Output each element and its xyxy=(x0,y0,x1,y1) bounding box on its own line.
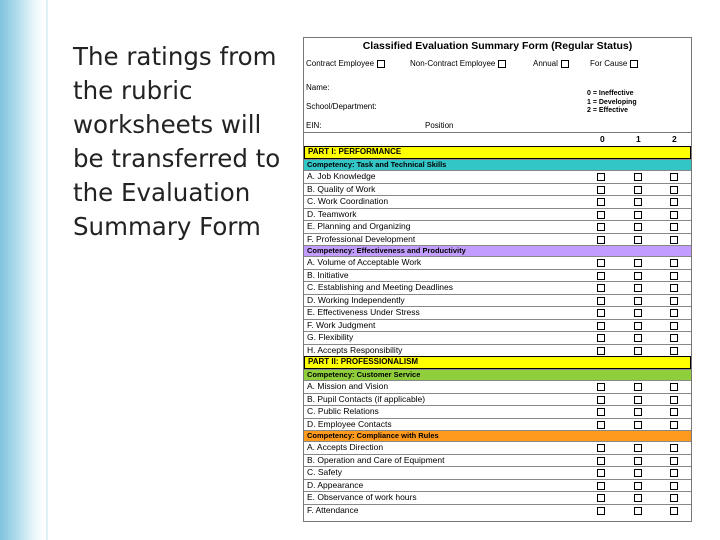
rating-checkbox-0[interactable] xyxy=(597,272,605,280)
competency-header xyxy=(304,369,691,380)
rating-checkbox-2[interactable] xyxy=(670,186,678,194)
form-title: Classified Evaluation Summary Form (Regular Status) xyxy=(362,40,633,52)
rating-checkbox-0[interactable] xyxy=(597,408,605,416)
row-label: F. Attendance xyxy=(307,504,359,515)
part-header xyxy=(304,146,691,159)
rating-checkbox-1[interactable] xyxy=(634,469,642,477)
rating-checkbox-0[interactable] xyxy=(597,259,605,267)
rating-checkbox-2[interactable] xyxy=(670,469,678,477)
rating-checkbox-0[interactable] xyxy=(597,236,605,244)
legend-item: 0 = Ineffective xyxy=(587,90,634,97)
rating-checkbox-2[interactable] xyxy=(670,421,678,429)
row-label: H. Accepts Responsibility xyxy=(307,344,403,355)
rating-checkbox-2[interactable] xyxy=(670,494,678,502)
rating-checkbox-1[interactable] xyxy=(634,494,642,502)
row-label: PART I: PERFORMANCE xyxy=(308,147,402,156)
status-checkbox[interactable] xyxy=(377,60,385,68)
rating-item-row xyxy=(304,256,691,269)
rating-item-row xyxy=(304,195,691,208)
rating-checkbox-1[interactable] xyxy=(634,444,642,452)
status-for-cause xyxy=(590,59,638,68)
rating-checkbox-0[interactable] xyxy=(597,444,605,452)
rating-checkbox-1[interactable] xyxy=(634,482,642,490)
rating-item-row xyxy=(304,281,691,294)
rating-checkbox-2[interactable] xyxy=(670,173,678,181)
rating-checkbox-0[interactable] xyxy=(597,334,605,342)
rating-checkbox-0[interactable] xyxy=(597,347,605,355)
rating-checkbox-0[interactable] xyxy=(597,284,605,292)
column-header: 1 xyxy=(636,134,641,144)
rating-item-row xyxy=(304,504,691,517)
rating-checkbox-1[interactable] xyxy=(634,186,642,194)
rating-item-row xyxy=(304,306,691,319)
row-label: B. Pupil Contacts (if applicable) xyxy=(307,393,426,404)
rating-item-row xyxy=(304,220,691,233)
slide-caption: The ratings from the rubric worksheets will be transferred to the Evaluation Summary Form xyxy=(73,42,281,241)
rating-checkbox-0[interactable] xyxy=(597,186,605,194)
status-checkbox[interactable] xyxy=(561,60,569,68)
legend-item: 1 = Developing xyxy=(587,98,637,106)
row-label: Competency: Customer Service xyxy=(307,370,421,379)
rating-checkbox-2[interactable] xyxy=(670,284,678,292)
rating-checkbox-1[interactable] xyxy=(634,223,642,231)
rating-checkbox-1[interactable] xyxy=(634,259,642,267)
row-label: C. Safety xyxy=(307,467,342,477)
rating-item-row xyxy=(304,491,691,504)
status-label: Contract Employee xyxy=(306,59,375,68)
row-label: D. Appearance xyxy=(307,479,364,490)
row-label: Competency: Compliance with Rules xyxy=(307,431,439,440)
position-field-label: Position xyxy=(425,121,454,130)
rating-checkbox-0[interactable] xyxy=(597,297,605,305)
rating-item-row xyxy=(304,441,691,454)
rating-item-row xyxy=(304,380,691,393)
rating-checkbox-1[interactable] xyxy=(634,173,642,181)
rating-checkbox-1[interactable] xyxy=(634,507,642,515)
row-label: D. Teamwork xyxy=(307,208,357,219)
rating-checkbox-1[interactable] xyxy=(634,236,642,244)
row-label: C. Work Coordination xyxy=(307,196,389,206)
rating-item-row xyxy=(304,269,691,282)
rating-checkbox-0[interactable] xyxy=(597,507,605,515)
slide-decoration-line xyxy=(46,0,48,540)
rating-checkbox-0[interactable] xyxy=(597,322,605,330)
rating-checkbox-1[interactable] xyxy=(634,408,642,416)
rating-item-row xyxy=(304,294,691,307)
rating-checkbox-0[interactable] xyxy=(597,457,605,465)
rating-checkbox-2[interactable] xyxy=(670,198,678,206)
rating-checkbox-2[interactable] xyxy=(670,334,678,342)
rating-checkbox-1[interactable] xyxy=(634,347,642,355)
rating-item-row xyxy=(304,466,691,479)
rating-checkbox-2[interactable] xyxy=(670,444,678,452)
row-label: D. Employee Contacts xyxy=(307,418,392,429)
rating-checkbox-2[interactable] xyxy=(670,211,678,219)
rating-checkbox-1[interactable] xyxy=(634,297,642,305)
rating-checkbox-0[interactable] xyxy=(597,211,605,219)
row-label: A. Volume of Acceptable Work xyxy=(307,257,422,267)
slide-decoration-bar xyxy=(0,0,44,540)
rating-checkbox-1[interactable] xyxy=(634,284,642,292)
column-header: 0 xyxy=(600,134,605,144)
status-label: For Cause xyxy=(590,59,628,68)
status-contract xyxy=(306,59,385,68)
part-header xyxy=(304,356,691,369)
ein-field-label: EIN: xyxy=(306,121,322,130)
rating-checkbox-2[interactable] xyxy=(670,223,678,231)
row-label: C. Establishing and Meeting Deadlines xyxy=(307,282,454,292)
status-checkbox[interactable] xyxy=(630,60,638,68)
rating-checkbox-1[interactable] xyxy=(634,211,642,219)
rating-checkbox-2[interactable] xyxy=(670,396,678,404)
rating-checkbox-1[interactable] xyxy=(634,421,642,429)
row-label: F. Work Judgment xyxy=(307,319,376,330)
row-label: G. Flexibility xyxy=(307,332,354,342)
row-label: E. Planning and Organizing xyxy=(307,221,411,231)
rating-checkbox-2[interactable] xyxy=(670,309,678,317)
row-label: B. Initiative xyxy=(307,269,349,280)
rating-checkbox-1[interactable] xyxy=(634,396,642,404)
rating-checkbox-1[interactable] xyxy=(634,457,642,465)
rating-item-row xyxy=(304,344,691,357)
column-header: 2 xyxy=(672,134,677,144)
rating-item-row xyxy=(304,183,691,196)
rating-checkbox-2[interactable] xyxy=(670,259,678,267)
rating-checkbox-0[interactable] xyxy=(597,494,605,502)
row-label: A. Job Knowledge xyxy=(307,171,376,181)
row-label: A. Mission and Vision xyxy=(307,381,389,391)
rating-checkbox-2[interactable] xyxy=(670,408,678,416)
rating-checkbox-0[interactable] xyxy=(597,309,605,317)
row-label: A. Accepts Direction xyxy=(307,442,384,452)
status-label: Non-Contract Employee xyxy=(410,59,496,68)
rating-checkbox-1[interactable] xyxy=(634,383,642,391)
rating-checkbox-0[interactable] xyxy=(597,198,605,206)
rating-item-row xyxy=(304,319,691,332)
rating-checkbox-0[interactable] xyxy=(597,173,605,181)
row-label: B. Operation and Care of Equipment xyxy=(307,454,445,465)
rating-item-row xyxy=(304,170,691,183)
competency-header xyxy=(304,159,691,170)
rating-checkbox-0[interactable] xyxy=(597,469,605,477)
row-label: Competency: Task and Technical Skills xyxy=(307,160,447,169)
row-label: E. Observance of work hours xyxy=(307,492,417,502)
competency-header xyxy=(304,245,691,256)
evaluation-summary-form xyxy=(303,37,692,522)
rating-item-row xyxy=(304,393,691,406)
rating-checkbox-2[interactable] xyxy=(670,383,678,391)
row-label: D. Working Independently xyxy=(307,294,405,305)
row-label: F. Professional Development xyxy=(307,233,416,244)
rating-checkbox-2[interactable] xyxy=(670,236,678,244)
rating-checkbox-2[interactable] xyxy=(670,322,678,330)
rating-checkbox-0[interactable] xyxy=(597,421,605,429)
rating-checkbox-0[interactable] xyxy=(597,482,605,490)
rating-checkbox-1[interactable] xyxy=(634,322,642,330)
competency-header xyxy=(304,430,691,441)
rating-checkbox-2[interactable] xyxy=(670,347,678,355)
rating-checkbox-2[interactable] xyxy=(670,272,678,280)
rating-checkbox-1[interactable] xyxy=(634,309,642,317)
rating-checkbox-2[interactable] xyxy=(670,297,678,305)
rating-checkbox-0[interactable] xyxy=(597,383,605,391)
school-field-label: School/Department: xyxy=(306,102,377,111)
row-label: E. Effectiveness Under Stress xyxy=(307,307,420,317)
rating-item-row xyxy=(304,331,691,344)
legend-item: 2 = Effective xyxy=(587,107,629,114)
rating-checkbox-2[interactable] xyxy=(670,507,678,515)
rating-checkbox-1[interactable] xyxy=(634,198,642,206)
rating-checkbox-1[interactable] xyxy=(634,272,642,280)
rating-legend xyxy=(587,90,637,116)
status-label: Annual xyxy=(533,59,558,68)
row-label: Competency: Effectiveness and Productivity xyxy=(307,246,466,255)
rating-item-row xyxy=(304,418,691,431)
status-non-contract xyxy=(410,59,506,68)
row-label: PART II: PROFESSIONALISM xyxy=(308,357,419,366)
rating-checkbox-0[interactable] xyxy=(597,223,605,231)
rating-checkbox-2[interactable] xyxy=(670,482,678,490)
rating-item-row xyxy=(304,479,691,492)
rating-checkbox-1[interactable] xyxy=(634,334,642,342)
rating-checkbox-0[interactable] xyxy=(597,396,605,404)
rating-item-row xyxy=(304,454,691,467)
rating-checkbox-2[interactable] xyxy=(670,457,678,465)
rating-item-row xyxy=(304,405,691,418)
row-label: C. Public Relations xyxy=(307,406,379,416)
status-checkbox[interactable] xyxy=(498,60,506,68)
status-annual xyxy=(533,59,569,68)
name-field-label: Name: xyxy=(306,83,330,92)
rating-item-row xyxy=(304,233,691,246)
row-label: B. Quality of Work xyxy=(307,183,376,194)
rating-item-row xyxy=(304,208,691,221)
